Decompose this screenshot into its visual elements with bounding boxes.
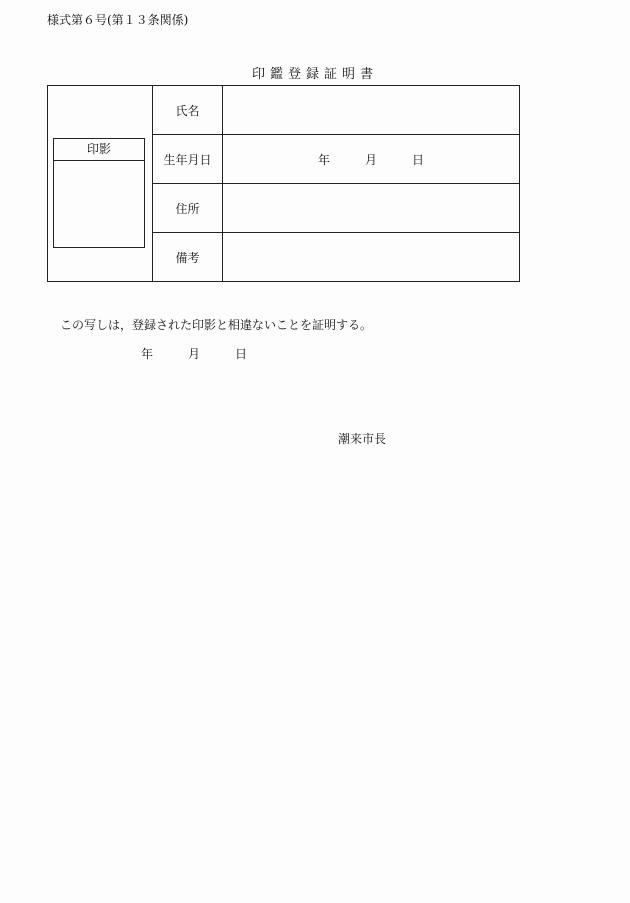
name-label: 氏名 [153, 86, 223, 135]
name-value [223, 86, 520, 135]
certificate-table [47, 85, 520, 282]
issuer-name: 潮来市長 [338, 432, 387, 446]
birthdate-label: 生年月日 [153, 135, 223, 184]
address-label: 住所 [153, 184, 223, 233]
birth-year-label: 年 [317, 152, 330, 167]
remarks-label: 備考 [153, 233, 223, 282]
birth-month-label: 月 [364, 152, 377, 167]
issue-year-label: 年 [141, 347, 154, 361]
form-number: 様式第６号(第１３条関係) [47, 13, 189, 27]
birth-day-label: 日 [411, 152, 424, 167]
address-value [223, 184, 520, 233]
certification-statement: この写しは，登録された印影と相違ないことを証明する。 [60, 318, 373, 332]
seal-label: 印影 [54, 139, 144, 161]
birthdate-value [223, 135, 520, 184]
issue-month-label: 月 [188, 347, 201, 361]
remarks-value [223, 233, 520, 282]
issue-date [141, 345, 282, 362]
seal-cell [48, 86, 153, 282]
document-title: 印鑑登録証明書 [251, 67, 378, 82]
issue-day-label: 日 [235, 347, 248, 361]
seal-impression-box [53, 138, 145, 248]
